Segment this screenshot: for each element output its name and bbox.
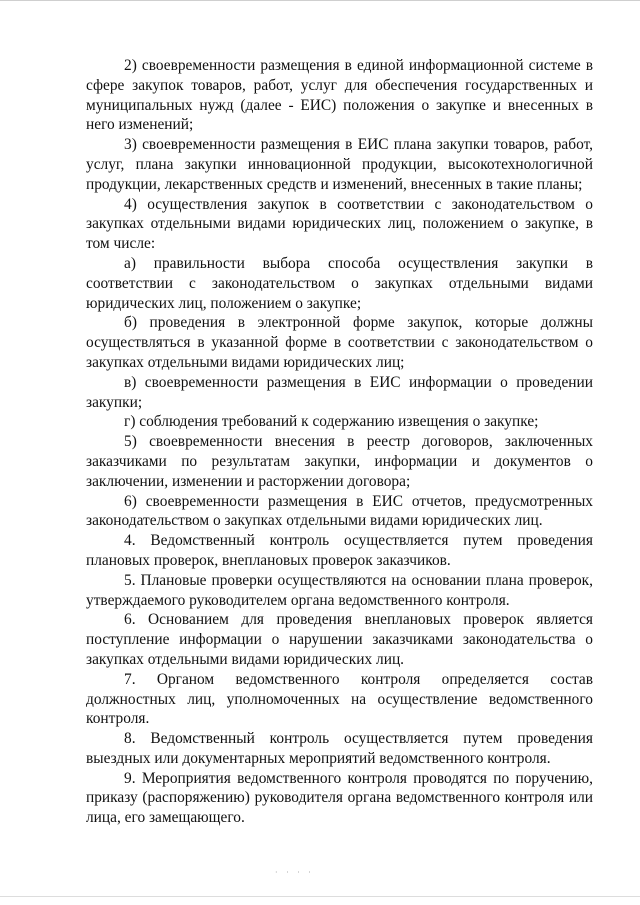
- paragraph-4: 4) осуществления закупок в соответствии с законодательством о закупках отдельными видами юридических лиц, положением о закупке, в том числе:: [86, 195, 593, 253]
- clause-4: 4. Ведомственный контроль осуществляется путем проведения плановых проверок, внеплановых проверок заказчиков.: [86, 532, 593, 569]
- clause-8: 8. Ведомственный контроль осуществляется путем проведения выездных или документарных мероприятий ведомственного контроля.: [86, 730, 593, 767]
- scan-edge-bottom: [0, 896, 640, 897]
- clause-5: 5. Плановые проверки осуществляются на основании плана проверок, утверждаемого руководителем органа ведомственного контроля.: [86, 571, 593, 609]
- clause-7: 7. Органом ведомственного контроля определяется состав должностных лиц, уполномоченных на осуществление ведомственного контроля.: [86, 670, 593, 728]
- paragraph-3: 3) своевременности размещения в ЕИС плана закупки товаров, работ, услуг, плана закупки инновационной продукции, высокотехнологичной продукции, лекарственных средств и изменений, внесенных в такие планы;: [86, 136, 593, 193]
- paragraph-2: 2) своевременности размещения в единой информационной системе в сфере закупок товаров, работ, услуг для обеспечения государственных и муниципальных нужд (далее - ЕИС) положения о закупке и внесенных в него изменений;: [86, 57, 593, 134]
- paragraph-5-item: 5) своевременности внесения в реестр договоров, заключенных заказчиками по результатам закупки, информации и документов о заключении, изменении и расторжении договора;: [86, 433, 593, 490]
- clause-9: 9. Мероприятия ведомственного контроля проводятся по поручению, приказу (распоряжению) руководителя органа ведомственного контроля или лица, его замещающего.: [86, 769, 593, 827]
- paragraph-4g: г) соблюдения требований к содержанию извещения о закупке;: [124, 413, 539, 431]
- clause-6: 6. Основанием для проведения внеплановых проверок является поступление информации о нарушении заказчиками законодательства о закупках отдельными видами юридических лиц.: [86, 611, 593, 668]
- paragraph-4b: б) проведения в электронной форме закупок, которые должны осуществляться в указанной форме в соответствии с законодательством о закупках отдельными видами юридических лиц;: [86, 314, 593, 371]
- scan-speckles: · · · ·: [275, 868, 314, 877]
- paragraph-4v: в) своевременности размещения в ЕИС информации о проведении закупки;: [86, 373, 593, 411]
- document-body: [86, 56, 593, 828]
- scan-edge-top: [0, 0, 640, 1]
- paragraph-6-item: 6) своевременности размещения в ЕИС отчетов, предусмотренных законодательством о закупках отдельными видами юридических лиц.: [86, 492, 593, 530]
- paragraph-4a: а) правильности выбора способа осуществления закупки в соответствии с законодательством о закупках отдельными видами юридических лиц, положением о закупке;: [86, 254, 593, 312]
